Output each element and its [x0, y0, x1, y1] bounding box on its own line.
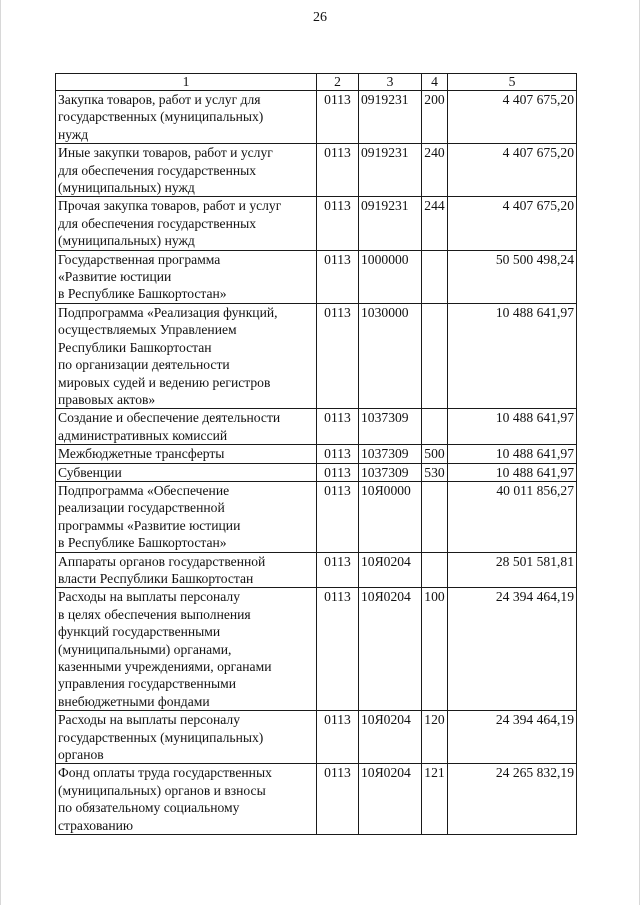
row-amount-cell: 10 488 641,97 [448, 445, 577, 463]
row-type-cell [422, 303, 448, 408]
row-name-line: казенными учреждениями, органами [58, 659, 272, 674]
table-row [56, 409, 577, 445]
row-section-cell: 0113 [317, 552, 359, 588]
row-article-cell: 10Я0204 [359, 764, 422, 835]
row-name-cell [56, 144, 317, 197]
row-type-cell [422, 409, 448, 445]
row-name-line: реализации государственной [58, 500, 225, 516]
page-number: 26 [313, 10, 327, 25]
row-article-cell: 1037309 [359, 409, 422, 445]
row-name-line: страхованию [58, 817, 134, 833]
row-name-line: Подпрограмма «Обеспечение [58, 482, 230, 498]
row-article-cell: 1030000 [359, 303, 422, 408]
row-name-line: для обеспечения государственных [58, 215, 257, 231]
row-name-line: государственных (муниципальных) [58, 729, 264, 745]
row-name-line: Аппараты органов государственной [58, 553, 266, 569]
table-row [56, 463, 577, 481]
row-article-cell: 1037309 [359, 445, 422, 463]
row-article-cell: 10Я0204 [359, 711, 422, 764]
row-type-cell: 530 [422, 463, 448, 481]
row-name-cell [56, 197, 317, 250]
row-section-cell: 0113 [317, 409, 359, 445]
row-type-cell: 500 [422, 445, 448, 463]
row-name-cell [56, 91, 317, 144]
row-amount-cell: 24 394 464,19 [448, 711, 577, 764]
row-amount-cell: 10 488 641,97 [448, 303, 577, 408]
row-name-line: Расходы на выплаты персоналу [58, 589, 240, 605]
row-name-line: (муниципальных) нужд [58, 180, 195, 196]
row-type-cell: 244 [422, 197, 448, 250]
row-article-cell: 0919231 [359, 144, 422, 197]
row-name-line: (муниципальных) нужд [58, 233, 195, 249]
row-name-line: Подпрограмма «Реализация функций, [58, 304, 278, 320]
row-name-line: Иные закупки товаров, работ и услуг [58, 145, 273, 161]
row-amount-cell: 50 500 498,24 [448, 250, 577, 303]
row-name-cell [56, 303, 317, 408]
scan-edge-left [0, 0, 1, 905]
row-section-cell: 0113 [317, 764, 359, 835]
row-name-line: (муниципальными) органами, [58, 641, 232, 657]
row-name-line: Прочая закупка товаров, работ и услуг [58, 198, 282, 214]
header-col-2: 2 [317, 74, 359, 91]
row-name-cell [56, 588, 317, 711]
row-name-line: правовых актов» [58, 391, 156, 407]
row-amount-cell: 24 265 832,19 [448, 764, 577, 835]
table-header-row [56, 74, 577, 91]
row-name-cell [56, 250, 317, 303]
row-name-line: программы «Развитие юстиции [58, 517, 241, 533]
header-col-5: 5 [448, 74, 577, 91]
row-name-cell [56, 711, 317, 764]
row-section-cell: 0113 [317, 463, 359, 481]
row-article-cell: 10Я0204 [359, 552, 422, 588]
row-amount-cell: 4 407 675,20 [448, 144, 577, 197]
row-name-line: Фонд оплаты труда государственных [58, 765, 272, 781]
row-name-line: Создание и обеспечение деятельности [58, 410, 281, 426]
table-row [56, 588, 577, 711]
row-name-line: по организации деятельности [58, 357, 230, 373]
row-name-line: государственных (муниципальных) [58, 109, 264, 125]
row-name-line: Республики Башкортостан [58, 339, 212, 355]
row-type-cell [422, 552, 448, 588]
row-article-cell: 1037309 [359, 463, 422, 481]
row-name-cell [56, 552, 317, 588]
row-name-line: власти Республики Башкортостан [58, 570, 254, 586]
row-type-cell: 100 [422, 588, 448, 711]
row-name-line: в Республике Башкортостан» [58, 286, 227, 302]
row-name-line: административных комиссий [58, 427, 228, 443]
row-section-cell: 0113 [317, 303, 359, 408]
row-section-cell: 0113 [317, 588, 359, 711]
table-row [56, 250, 577, 303]
header-col-1: 1 [56, 74, 317, 91]
row-type-cell: 120 [422, 711, 448, 764]
table-row [56, 552, 577, 588]
row-amount-cell: 28 501 581,81 [448, 552, 577, 588]
table-row [56, 91, 577, 144]
row-section-cell: 0113 [317, 197, 359, 250]
row-name-line: Закупка товаров, работ и услуг для [58, 92, 261, 107]
row-section-cell: 0113 [317, 91, 359, 144]
table-row [56, 303, 577, 408]
row-article-cell: 0919231 [359, 197, 422, 250]
table-row [56, 711, 577, 764]
row-article-cell: 0919231 [359, 91, 422, 144]
row-type-cell: 200 [422, 91, 448, 144]
row-type-cell [422, 481, 448, 552]
row-section-cell: 0113 [317, 144, 359, 197]
table-row [56, 144, 577, 197]
row-type-cell: 121 [422, 764, 448, 835]
row-name-cell [56, 481, 317, 552]
row-name-line: нужд [58, 126, 89, 142]
row-name-line: по обязательному социальному [58, 800, 240, 816]
row-section-cell: 0113 [317, 481, 359, 552]
row-name-line: «Развитие юстиции [58, 269, 172, 285]
row-name-line: управления государственными [58, 676, 236, 692]
row-amount-cell: 4 407 675,20 [448, 91, 577, 144]
row-name-line: для обеспечения государственных [58, 162, 257, 178]
row-section-cell: 0113 [317, 711, 359, 764]
row-name-line: Межбюджетные трансферты [58, 446, 225, 462]
row-name-line: (муниципальных) органов и взносы [58, 782, 266, 798]
row-section-cell: 0113 [317, 445, 359, 463]
row-name-line: в Республике Башкортостан» [58, 535, 227, 551]
table-row [56, 481, 577, 552]
header-col-3: 3 [359, 74, 422, 91]
table-row [56, 764, 577, 835]
row-amount-cell: 40 011 856,27 [448, 481, 577, 552]
row-name-line: Государственная программа [58, 251, 221, 267]
header-col-4: 4 [422, 74, 448, 91]
row-name-cell [56, 409, 317, 445]
table-row [56, 445, 577, 463]
row-amount-cell: 10 488 641,97 [448, 409, 577, 445]
row-article-cell: 1000000 [359, 250, 422, 303]
row-name-cell [56, 445, 317, 463]
row-amount-cell: 10 488 641,97 [448, 463, 577, 481]
row-name-cell [56, 463, 317, 481]
row-article-cell: 10Я0204 [359, 588, 422, 711]
row-name-line: внебюджетными фондами [58, 693, 210, 709]
row-type-cell: 240 [422, 144, 448, 197]
row-name-line: осуществляемых Управлением [58, 322, 237, 338]
row-name-line: в целях обеспечения выполнения [58, 606, 251, 622]
row-name-line: мировых судей и ведению регистров [58, 374, 271, 390]
table-body [56, 91, 577, 835]
row-amount-cell: 24 394 464,19 [448, 588, 577, 711]
row-name-line: функций государственными [58, 624, 221, 640]
row-article-cell: 10Я0000 [359, 481, 422, 552]
row-name-line: Расходы на выплаты персоналу [58, 712, 240, 728]
budget-table [55, 73, 577, 835]
row-type-cell [422, 250, 448, 303]
row-name-line: органов [58, 747, 104, 763]
row-section-cell: 0113 [317, 250, 359, 303]
row-name-cell [56, 764, 317, 835]
row-name-line: Субвенции [58, 464, 122, 480]
row-amount-cell: 4 407 675,20 [448, 197, 577, 250]
table-row [56, 197, 577, 250]
